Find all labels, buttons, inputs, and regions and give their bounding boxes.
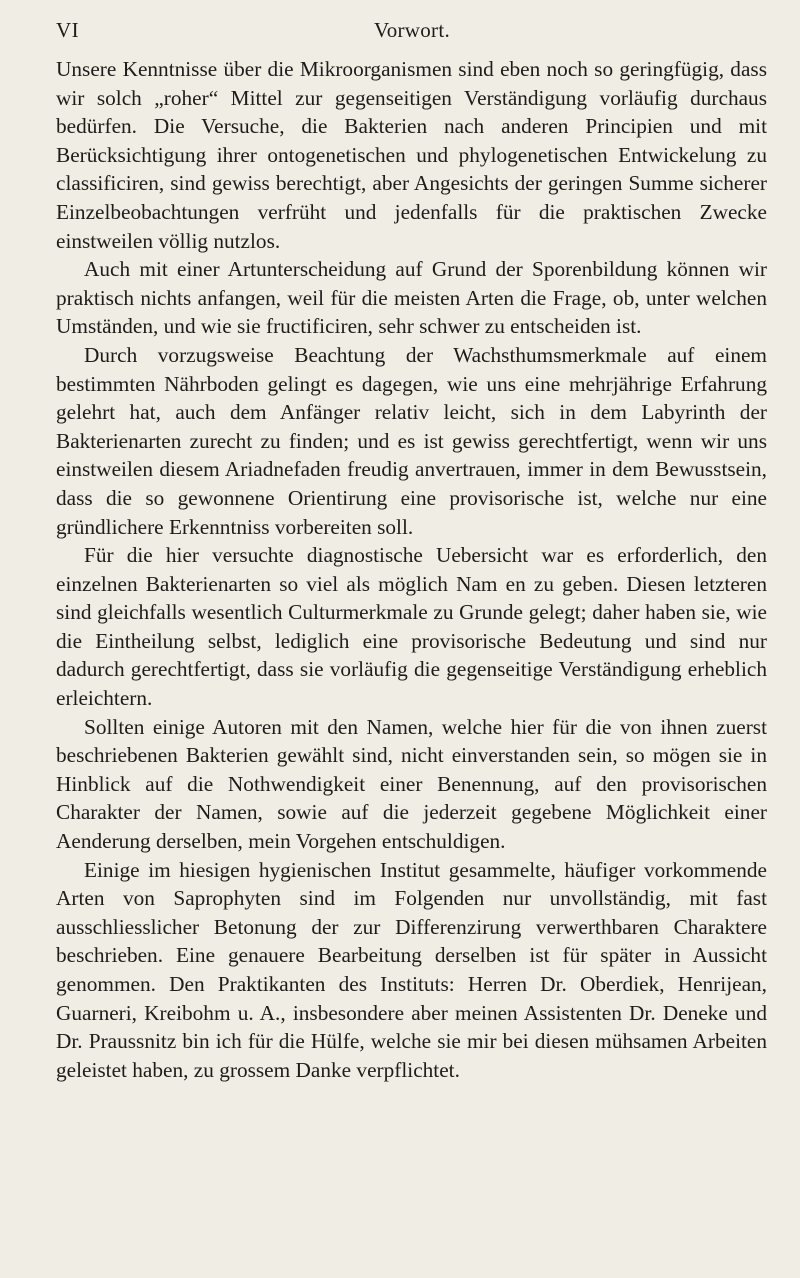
paragraph-4: Für die hier versuchte diagnostische Uebersicht war es erforderlich, den einzelnen Bakterienarten so viel als möglich Nam en zu geben. Diesen letzteren sind gleichfalls wesentlich Culturmerkmale zu Grunde gelegt; daher haben sie, wie die Eintheilung selbst, lediglich eine provisorische Bedeutung und sind nur dadurch gerechtfertigt, dass sie vorläufig die gegenseitige Verständigung erheblich erleichtern. bbox=[56, 543, 767, 711]
paragraph-3: Durch vorzugsweise Beachtung der Wachsthumsmerkmale auf einem bestimmten Nährboden gelingt es dagegen, wie uns eine mehrjährige Erfahrung gelehrt hat, auch dem Anfänger relativ leicht, sich in dem Labyrinth der Bakterienarten zurecht zu finden; und es ist gewiss gerechtfertigt, wenn wir uns einstweilen diesem Ariadnefaden freudig anvertrauen, immer in dem Bewusstsein, dass die so gewonnene Orientirung eine provisorische ist, welche nur eine gründlichere Erkenntniss vorbereiten soll. bbox=[56, 342, 767, 539]
paragraph-6: Einige im hiesigen hygienischen Institut gesammelte, häufiger vorkommende Arten von Saprophyten sind im Folgenden nur unvollständig, mit fast ausschliesslicher Betonung der zur Differenzirung verwerthbaren Charaktere beschrieben. Eine genauere Bearbeitung derselben ist für später in Aussicht genommen. Den Praktikanten des Instituts: Herren Dr. Oberdiek, Henrijean, Guarneri, Kreibohm u. A., insbesondere aber meinen Assistenten Dr. Deneke und Dr. Praussnitz bin ich für die Hülfe, welche sie mir bei diesen mühsamen Arbeiten geleistet haben, zu grossem Danke verpflichtet. bbox=[56, 857, 767, 1082]
paragraph-2: Auch mit einer Artunterscheidung auf Grund der Sporenbildung können wir praktisch nichts anfangen, weil für die meisten Arten die Frage, ob, unter welchen Umständen, und wie sie fructificiren, sehr schwer zu entscheiden ist. bbox=[56, 257, 767, 339]
page-header bbox=[56, 14, 768, 46]
paragraph-1: Unsere Kenntnisse über die Mikroorganismen sind eben noch so geringfügig, dass wir solch „roher“ Mittel zur gegenseitigen Verständigung vorläufig durchaus bedürfen. Die Versuche, die Bakterien nach anderen Principien und mit Berücksichtigung ihrer ontogenetischen und phylogenetischen Entwickelung zu classificiren, sind gewiss berechtigt, aber Angesichts der geringen Summe sicherer Einzelbeobachtungen verfrüht und jedenfalls für die praktischen Zwecke einstweilen völlig nutzlos. bbox=[56, 57, 767, 253]
page-number: VI bbox=[56, 18, 80, 42]
body-text bbox=[56, 55, 767, 1084]
paragraph-5: Sollten einige Autoren mit den Namen, welche hier für die von ihnen zuerst beschriebenen Bakterien gewählt sind, nicht einverstanden sein, so mögen sie in Hinblick auf die Nothwendigkeit einer Benennung, auf den provisorischen Charakter der Namen, sowie auf die jederzeit gegebene Möglichkeit einer Aenderung derselben, mein Vorgehen entschuldigen. bbox=[56, 714, 767, 854]
running-title: Vorwort. bbox=[373, 18, 451, 42]
